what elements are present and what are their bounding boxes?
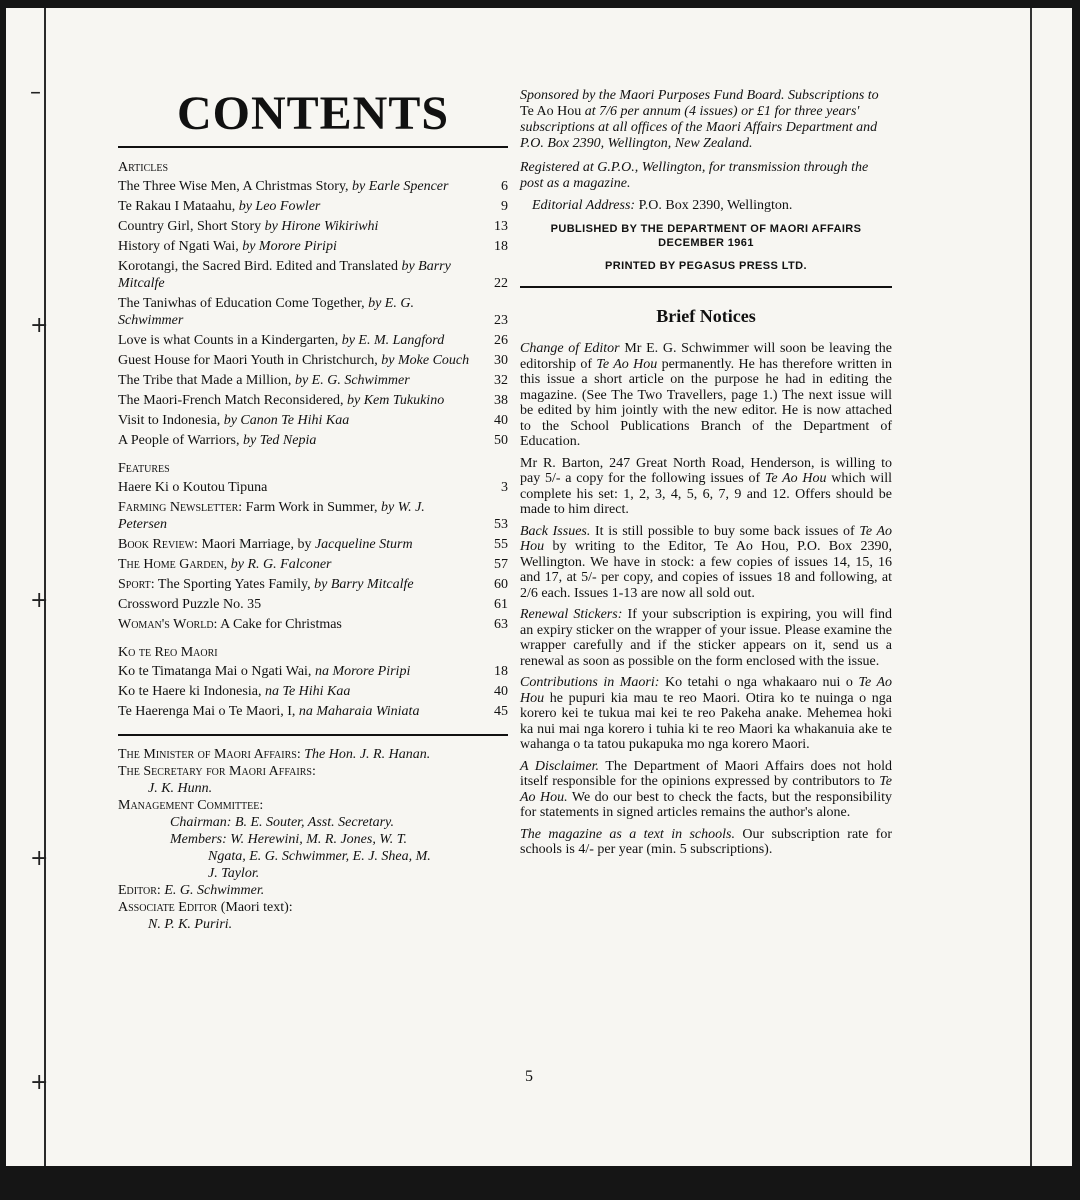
contents-title: CONTENTS [176, 87, 450, 140]
notice-contributions: Contributions in Maori: Ko tetahi o nga whakaaro nui o Te Ao Hou he pupuri kia mau te reo Maori. Otira ko te nuinga o nga korero kei te tukua mai kei te reo Pakeha anake. Mehemea hoki ka nui mai nga korero i tuhia ki te reo Maori ka whakanuia ake te wahanga o ta tatou pukapuka mo nga korero Maori. [520, 675, 893, 752]
info-column [520, 88, 892, 864]
chairman-line: Chairman: B. E. Souter, Asst. Secretary. [170, 815, 394, 830]
members-line: Members: W. Herewini, M. R. Jones, W. T. [170, 832, 407, 847]
assoc-editor-name: N. P. K. Puriri. [148, 917, 233, 932]
toc-page-number: 50 [494, 433, 508, 448]
toc-page-number: 40 [494, 413, 508, 428]
sponsorship-text: Sponsored by the Maori Purposes Fund Board. Subscriptions to Te Ao Hou at 7/6 per annum (4 issues) or £1 for three years' subscriptions at all offices of the Maori Affairs Department and P.O. Box 2390, Wellington, New Zealand. [520, 88, 879, 151]
brief-notices-title: Brief Notices [656, 306, 756, 326]
toc-entry: Te Rakau I Mataahu, by Leo Fowler 9 [118, 199, 508, 214]
toc-page-number: 57 [494, 557, 508, 572]
toc-entry: Ko te Timatanga Mai o Ngati Wai, na Morore Piripi 18 [118, 664, 508, 679]
toc-page-number: 61 [494, 597, 508, 612]
staff-listing [118, 746, 508, 933]
notice-back-issues: Back Issues. It is still possible to buy some back issues of Te Ao Hou by writing to the Editor, Te Ao Hou, P.O. Box 2390, Wellington. We have in stock: a few copies of issues 14, 15, 16 and 17, at 5/- per copy, and copies of issues 18 and following, at 2/6 each. Issues 1-13 are now all sold out. [520, 523, 893, 601]
contents-column [118, 88, 508, 933]
toc-page-number: 55 [494, 537, 508, 552]
toc-page-number: 9 [501, 199, 508, 214]
toc-page-number: 60 [494, 577, 508, 592]
articles-list [118, 178, 508, 449]
toc-page-number: 3 [501, 480, 508, 495]
toc-entry: The Three Wise Men, A Christmas Story, by Earle Spencer 6 [118, 179, 508, 194]
members-line-2: Ngata, E. G. Schwimmer, E. J. Shea, M. [208, 849, 431, 864]
toc-entry: Ko te Haere ki Indonesia, na Te Hihi Kaa 40 [118, 684, 508, 699]
toc-entry: Guest House for Maori Youth in Christchurch, by Moke Couch 30 [118, 353, 508, 368]
page-edge-line [1030, 8, 1032, 1166]
notice-disclaimer: A Disclaimer. The Department of Maori Affairs does not hold itself responsible for the opinions expressed by contributors to Te Ao Hou. We do our best to check the facts, but the responsibility for statements in signed articles remains the author's alone. [520, 758, 893, 820]
page-number: 5 [525, 1068, 533, 1085]
toc-page-number: 23 [494, 313, 508, 328]
toc-entry: Te Haerenga Mai o Te Maori, I, na Maharaia Winiata 45 [118, 704, 508, 719]
notice-schools: The magazine as a text in schools. Our subscription rate for schools is 4/- per year (min. 5 subscriptions). [520, 826, 892, 857]
toc-page-number: 18 [494, 239, 508, 254]
magazine-page [6, 8, 1072, 1166]
toc-page-number: 53 [494, 517, 508, 532]
toc-entry: Sport: The Sporting Yates Family, by Barry Mitcalfe 60 [118, 577, 508, 592]
toc-page-number: 13 [494, 219, 508, 234]
toc-page-number: 26 [494, 333, 508, 348]
assoc-editor-line: Associate Editor (Maori text): [118, 900, 293, 915]
features-list [118, 479, 508, 633]
toc-page-number: 45 [494, 704, 508, 719]
toc-entry: Visit to Indonesia, by Canon Te Hihi Kaa 40 [118, 413, 508, 428]
toc-entry: The Maori-French Match Reconsidered, by Kem Tukukino 38 [118, 393, 508, 408]
members-line-3: J. Taylor. [208, 866, 260, 881]
registration-text: Registered at G.P.O., Wellington, for transmission through the post as a magazine. [520, 160, 869, 191]
binding-mark-icon: + [30, 846, 49, 871]
binding-mark-icon: + [30, 588, 49, 613]
toc-entry: A People of Warriors, by Ted Nepia 50 [118, 433, 508, 448]
notice-change-of-editor: Change of Editor Mr E. G. Schwimmer will soon be leaving the editorship of Te Ao Hou permanently. He has therefore written in this issue a short article on the purpose he had in editing the magazine. (See The Two Travellers, page 1.) The next issue will be edited by him jointly with the new editor. He is now attached to the School Publications Branch of the Department of Education. [520, 341, 893, 449]
binding-mark-icon: + [30, 313, 49, 338]
secretary-line: The Secretary for Maori Affairs: [118, 764, 316, 779]
notice-renewal: Renewal Stickers: If your subscription is expiring, you will find an expiry sticker on the wrapper of your issue. Please examine the wrapper carefully and if the sticker appears on it, send us a renewal as soon as possible on the form enclosed with the issue. [520, 607, 892, 669]
printer-line: PRINTED BY PEGASUS PRESS LTD. [605, 260, 807, 272]
toc-page-number: 6 [501, 179, 508, 194]
features-heading: Features [118, 461, 170, 476]
toc-entry: The Tribe that Made a Million, by E. G. Schwimmer 32 [118, 373, 508, 388]
spine-line [44, 8, 46, 1166]
editorial-address: Editorial Address: P.O. Box 2390, Wellington. [532, 198, 793, 213]
toc-page-number: 63 [494, 617, 508, 632]
divider [118, 146, 508, 148]
divider [118, 734, 508, 736]
minister-line: The Minister of Maori Affairs: The Hon. J. R. Hanan. [118, 747, 431, 762]
binding-mark-icon: – [30, 80, 41, 105]
toc-entry: The Home Garden, by R. G. Falconer 57 [118, 557, 508, 572]
notice-barton: Mr R. Barton, 247 Great North Road, Henderson, is willing to pay 5/- a copy for the following issues of Te Ao Hou which will complete his set: 1, 2, 3, 4, 5, 6, 7, 9 and 12. Offers should be made to him direct. [520, 455, 893, 517]
toc-entry: Woman's World: A Cake for Christmas 63 [118, 617, 508, 632]
toc-entry: Book Review: Maori Marriage, by Jacqueline Sturm 55 [118, 537, 508, 552]
toc-page-number: 32 [494, 373, 508, 388]
toc-entry: History of Ngati Wai, by Morore Piripi 18 [118, 239, 508, 254]
publisher-line: PUBLISHED BY THE DEPARTMENT OF MAORI AFFAIRS DECEMBER 1961 [550, 223, 862, 249]
reo-heading: Ko te Reo Maori [118, 645, 218, 660]
toc-page-number: 40 [494, 684, 508, 699]
committee-line: Management Committee: [118, 798, 264, 813]
reo-list [118, 663, 508, 720]
toc-page-number: 22 [494, 276, 508, 291]
toc-entry: The Taniwhas of Education Come Together, by E. G. Schwimmer 23 [118, 296, 508, 328]
toc-page-number: 38 [494, 393, 508, 408]
toc-entry: Farming Newsletter: Farm Work in Summer, by W. J. Petersen 53 [118, 500, 508, 532]
articles-heading: Articles [118, 160, 169, 175]
secretary-name: J. K. Hunn. [148, 781, 213, 796]
toc-entry: Country Girl, Short Story by Hirone Wikiriwhi 13 [118, 219, 508, 234]
toc-entry: Korotangi, the Sacred Bird. Edited and Translated by Barry Mitcalfe 22 [118, 259, 508, 291]
toc-entry: Crossword Puzzle No. 35 61 [118, 597, 508, 612]
toc-page-number: 30 [494, 353, 508, 368]
divider [520, 286, 892, 288]
toc-entry: Love is what Counts in a Kindergarten, by E. M. Langford 26 [118, 333, 508, 348]
editor-line: Editor: E. G. Schwimmer. [118, 883, 265, 898]
toc-page-number: 18 [494, 664, 508, 679]
toc-entry: Haere Ki o Koutou Tipuna 3 [118, 480, 508, 495]
binding-mark-icon: + [30, 1070, 49, 1095]
